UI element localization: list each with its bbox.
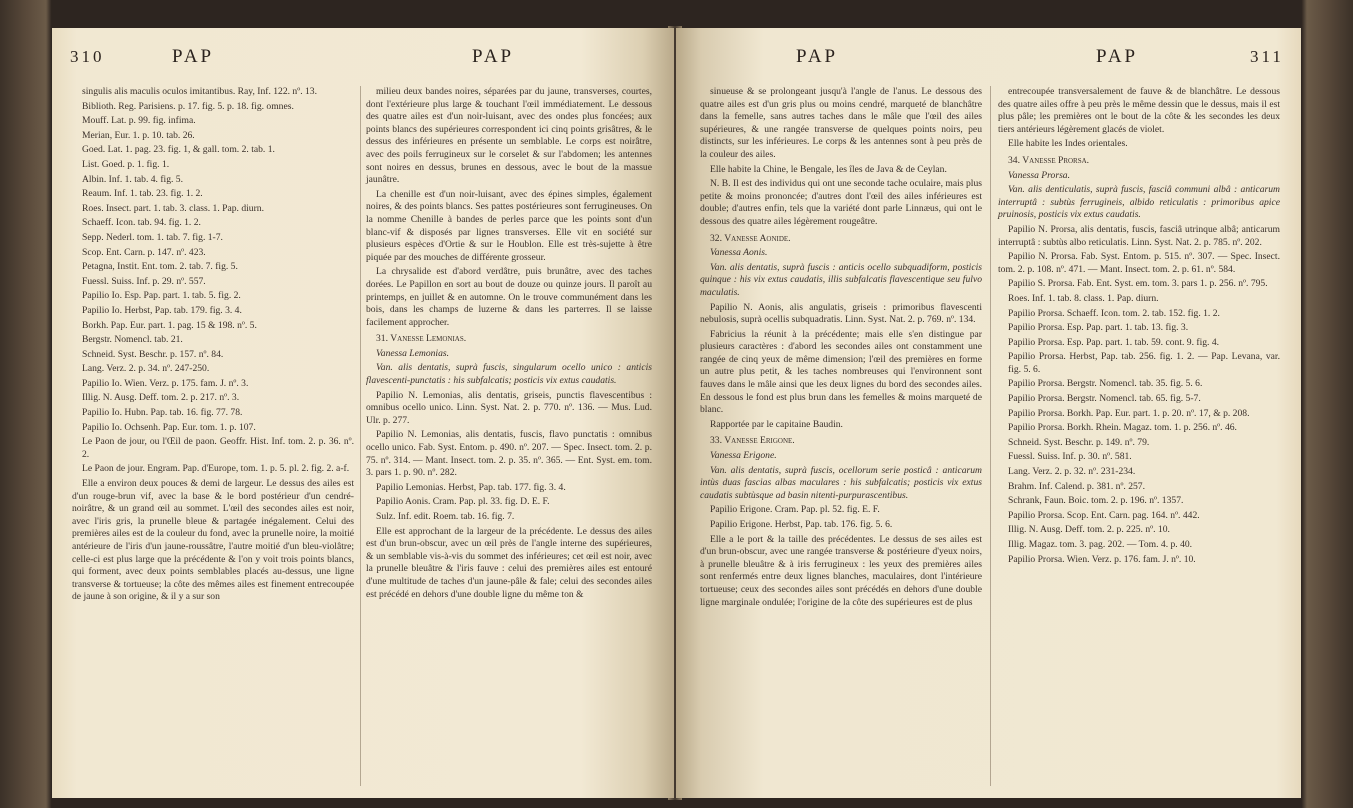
text-paragraph: Papilio Prorsa. Bergstr. Nomencl. tab. 35. fig. 5. 6. — [1008, 378, 1203, 390]
text-paragraph: Reaum. Inf. 1. tab. 23. fig. 1. 2. — [82, 188, 203, 200]
right-running-head-1: PAP — [796, 46, 839, 67]
text-paragraph: Elle habite la Chine, le Bengale, les îles de Java & de Ceylan. — [710, 163, 947, 175]
text-paragraph: Elle a environ deux pouces & demi de largeur. Le dessus des ailes est d'un rouge-brun vif, avec la base & le bord postérieur d'un cendré-noirâtre, & un grand œil au sommet. L'œil des secondes ailes est noir, avec l'iris gris, la prunelle bleue & partagée inégalement. Celui des premières ailes est de la couleur du fond, avec la prunelle noire, la moitié antérieure de l'iris d'un jaune-roussâtre, l'autre moitié d'un bleu-violâtre; celle-ci est plus large que la précédente & l'on y voit trois points blancs, qui forment, avec deux points semblables placés au-dessus, une ligne transverse & tortueuse; la côte des mêmes ailes est finement entrecoupée de jaune à son origine, & il y a sur son — [72, 478, 354, 603]
right-column-1 — [700, 86, 982, 611]
text-paragraph: Roes. Insect. part. 1. tab. 3. class. 1. Pap. diurn. — [82, 202, 264, 214]
text-paragraph: Sepp. Nederl. tom. 1. tab. 7. fig. 1-7. — [82, 231, 223, 243]
text-paragraph: Schaeff. Icon. tab. 94. fig. 1. 2. — [82, 217, 201, 229]
right-page — [676, 28, 1301, 798]
text-paragraph: Elle est approchant de la largeur de la précédente. Le dessus des ailes est d'un brun-obscur, avec un œil près de l'angle interne des supérieures, & un semblable vis-à-vis du sommet des inférieures; cet œil est noir, avec la prunelle bleuâtre & l'iris fauve : celui des premières ailes est entouré d'une multitude de taches d'un jaune-pâle & fale; celui des secondes ailes est précédé en dehors d'une double ligne du même ton & — [366, 525, 652, 600]
text-paragraph: 34. Vanesse Prorsa. — [1008, 154, 1090, 166]
text-paragraph: Borkh. Pap. Eur. part. 1. pag. 15 & 198. nº. 5. — [82, 319, 257, 331]
text-paragraph: Schneid. Syst. Beschr. p. 157. nº. 84. — [82, 348, 224, 360]
left-column-1 — [72, 86, 354, 606]
right-running-head-2: PAP — [1096, 46, 1139, 67]
text-paragraph: List. Goed. p. 1. fig. 1. — [82, 158, 170, 170]
text-paragraph: Sulz. Inf. edit. Roem. tab. 16. fig. 7. — [376, 511, 515, 522]
text-paragraph: Van. alis denticulatis, suprà fuscis, fasciâ communi albâ : anticarum interruptâ : subtùs ferrugineis, albido reticulatis : primoribus apice pruinosis, posticis vix extus caudatis. — [998, 184, 1280, 221]
text-paragraph: Elle a le port & la taille des précédentes. Le dessus de ses ailes est d'un brun-obscur, avec une rangée transverse & postérieure d'yeux noirs, à prunelle bleuâtre & à iris ferrugineux : les yeux des premières ailes sont renfermés entre deux lignes blanches, maculaires, dont l'intérieure tortueuse; ceux des secondes ailes sont précédés en dehors d'une double ligne marginale ondulée; l'origine de la côte des supérieures est de plus — [700, 533, 982, 608]
left-page-number: 310 — [70, 47, 105, 66]
text-paragraph: Papilio N. Lemonias, alis dentatis, fuscis, flavo punctatis : omnibus ocello unico. Fab. Syst. Entom. p. 490. nº. 207. — Spec. Insect. tom. 2. p. 75. nº. 314. — Mant. Insect. tom. 2. p. 35. nº. 365. — Ent. Syst. em. tom. 3. pars 1. p. 90. nº. 282. — [366, 429, 652, 479]
text-paragraph: 31. Vanesse Lemonias. — [376, 333, 467, 345]
text-paragraph: 32. Vanesse Aonide. — [710, 232, 791, 244]
text-paragraph: Rapportée par le capitaine Baudin. — [710, 418, 843, 430]
text-paragraph: Petagna, Instit. Ent. tom. 2. tab. 7. fig. 5. — [82, 261, 238, 273]
text-paragraph: Merian, Eur. 1. p. 10. tab. 26. — [82, 129, 195, 141]
text-paragraph: Lang. Verz. 2. p. 34. nº. 247-250. — [82, 363, 210, 375]
text-paragraph: Papilio Prorsa. Borkh. Rhein. Magaz. tom. 1. p. 256. nº. 46. — [1008, 422, 1237, 434]
text-paragraph: Vanessa Prorsa. — [1008, 169, 1071, 181]
text-paragraph: Le Paon de jour. Engram. Pap. d'Europe, tom. 1. p. 5. pl. 2. fig. 2. a-f. — [82, 463, 350, 475]
text-paragraph: Illig. N. Ausg. Deff. tom. 2. p. 225. nº. 10. — [1008, 524, 1170, 536]
text-paragraph: sinueuse & se prolongeant jusqu'à l'angle de l'anus. Le dessous des quatre ailes est d'un gris plus ou moins cendré, marqueté de blanchâtre dans la femelle, sans autres taches dans le mâle que l'œil des ailes supérieures, & une rangée transverse de quelques points noirs, peu distincts, sur les inférieures. Le corps & les antennes sont à peu près de la couleur des ailes. — [700, 86, 982, 160]
text-paragraph: Bergstr. Nomencl. tab. 21. — [82, 334, 183, 346]
text-paragraph: La chrysalide est d'abord verdâtre, puis brunâtre, avec des taches dorées. Le Papillon en sort au bout de douze ou quinze jours. Il paroît au printemps, en juillet & en automne. On le trouve communément dans les bois, dans les champs de luzerne & dans les parterres. Il se laisse facilement approcher. — [366, 266, 652, 328]
text-paragraph: milieu deux bandes noires, séparées par du jaune, transverses, courtes, dont l'extérieure plus large & touchant l'œil immédiatement. Le dessous des quatre ailes est d'un noir-luisant, avec des ondes plus foncées; aux points blancs des supérieures correspondent ici cinq points grisâtres, & le dessus des inférieures en présente un semblable. Le corps est noirâtre, avec des poils ferrugineux sur le corselet & sur l'abdomen; les antennes sont noires en dessus, brunes en dessous, avec le bout de la massue jaunâtre. — [366, 86, 652, 186]
text-paragraph: Schneid. Syst. Beschr. p. 149. nº. 79. — [1008, 436, 1150, 448]
text-paragraph: Papilio Prorsa. Esp. Pap. part. 1. tab. 59. cont. 9. fig. 4. — [1008, 336, 1220, 348]
text-paragraph: Papilio Prorsa. Bergstr. Nomencl. tab. 65. fig. 5-7. — [1008, 393, 1201, 405]
text-paragraph: Papilio Prorsa. Scop. Ent. Carn. pag. 164. nº. 442. — [1008, 509, 1200, 521]
text-paragraph: Papilio Lemonias. Herbst, Pap. tab. 177. fig. 3. 4. — [376, 481, 566, 493]
text-paragraph: Papilio Prorsa. Borkh. Pap. Eur. part. 1. p. 20. nº. 17, & p. 208. — [1008, 407, 1250, 419]
text-paragraph: Goed. Lat. 1. pag. 23. fig. 1, & gall. tom. 2. tab. 1. — [82, 144, 275, 156]
text-paragraph: Brahm. Inf. Calend. p. 381. nº. 257. — [1008, 480, 1146, 492]
text-paragraph: Vanessa Lemonias. — [376, 347, 450, 359]
text-paragraph: 33. Vanesse Erigone. — [710, 435, 795, 447]
text-paragraph: Papilio Erigone. Herbst, Pap. tab. 176. fig. 5. 6. — [710, 519, 893, 530]
text-paragraph: Van. alis dentatis, suprà fuscis : anticis ocello subquadiform, posticis quinque : his vix extus caudatis, illis subfalcatis flavescentique seu fulvo maculatis. — [700, 261, 982, 298]
text-paragraph: Papilio Io. Herbst, Pap. tab. 179. fig. 3. 4. — [82, 304, 242, 316]
text-paragraph: Fabricius la réunit à la précédente; mais elle s'en distingue par plusieurs caractères : d'abord les secondes ailes ont constamment une rangée de cinq yeux de même dimension; l'œil des premières en forme un autre plus petit, & les taches nombreuses qui l'environnent sont fauves dans le mâle ainsi que les deux lignes du bord des secondes ailes. En dessous le fond est plus brun dans les femelles & moins marqueté de blanc. — [700, 328, 982, 416]
text-paragraph: Biblioth. Reg. Parisiens. p. 17. fig. 5. p. 18. fig. omnes. — [82, 100, 294, 112]
text-paragraph: N. B. Il est des individus qui ont une seconde tache oculaire, mais plus petite & moins prononcée; d'autres dont l'œil des ailes inférieures est double; d'autres enfin, tels que la variété dont parle Linnæus, qui ont le dessous des quatre ailes légèrement rougeâtre. — [700, 178, 982, 227]
text-paragraph: Papilio S. Prorsa. Fab. Ent. Syst. em. tom. 3. pars 1. p. 256. nº. 795. — [1008, 278, 1268, 290]
column-divider — [990, 86, 991, 786]
text-paragraph: Papilio Erigone. Cram. Pap. pl. 52. fig. E. F. — [710, 504, 880, 516]
text-paragraph: Papilio Aonis. Cram. Pap. pl. 33. fig. D. E. F. — [376, 496, 550, 508]
text-paragraph: Fuessl. Suiss. Inf. p. 30. nº. 581. — [1008, 451, 1132, 463]
text-paragraph: Papilio Io. Wien. Verz. p. 175. fam. J. nº. 3. — [82, 377, 249, 389]
text-paragraph: Le Paon de jour, ou l'Œil de paon. Geoffr. Hist. Inf. tom. 2. p. 36. nº. 2. — [82, 436, 354, 460]
text-paragraph: Elle habite les Indes orientales. — [1008, 138, 1128, 150]
text-paragraph: Papilio Prorsa. Wien. Verz. p. 176. fam. J. nº. 10. — [1008, 553, 1196, 565]
text-paragraph: Illig. N. Ausg. Deff. tom. 2. p. 217. nº. 3. — [82, 392, 240, 404]
right-column-2 — [998, 86, 1280, 568]
left-running-head-1: PAP — [172, 46, 215, 67]
text-paragraph: Vanessa Erigone. — [710, 450, 777, 462]
text-paragraph: Albin. Inf. 1. tab. 4. fig. 5. — [82, 173, 183, 185]
text-paragraph: Papilio Prorsa. Esp. Pap. part. 1. tab. 13. fig. 3. — [1008, 322, 1189, 334]
text-paragraph: Mouff. Lat. p. 99. fig. infima. — [82, 115, 196, 127]
right-page-number: 311 — [1250, 47, 1284, 66]
text-paragraph: Papilio Io. Hubn. Pap. tab. 16. fig. 77. 78. — [82, 407, 243, 419]
text-paragraph: Papilio Io. Ochsenh. Pap. Eur. tom. 1. p. 107. — [82, 421, 256, 433]
text-paragraph: Lang. Verz. 2. p. 32. nº. 231-234. — [1008, 466, 1136, 478]
text-paragraph: Illig. Magaz. tom. 3. pag. 202. — Tom. 4. p. 40. — [1008, 539, 1193, 550]
left-running-head-2: PAP — [472, 46, 515, 67]
text-paragraph: Papilio N. Prorsa, alis dentatis, fuscis, fasciâ utrinque albâ; anticarum interruptâ : subtùs albo reticulatis. Linn. Syst. Nat. 2. p. 785. nº. 202. — [998, 223, 1280, 248]
text-paragraph: Fuessl. Suiss. Inf. p. 29. nº. 557. — [82, 275, 206, 287]
text-paragraph: Roes. Inf. 1. tab. 8. class. 1. Pap. diurn. — [1008, 292, 1159, 304]
left-column-2 — [366, 86, 652, 603]
text-paragraph: Schrank, Faun. Boic. tom. 2. p. 196. nº. 1357. — [1008, 495, 1184, 507]
text-paragraph: entrecoupée transversalement de fauve & de blanchâtre. Le dessous des quatre ailes offre à peu près le même dessin que le dessus, mais il est plus pâle; les premières ont le bout de la côte & les secondes les deux tiers antérieurs légèrement glacés de violet. — [998, 86, 1280, 135]
text-paragraph: Papilio N. Lemonias, alis dentatis, griseis, punctis flavescentibus : omnibus ocello unico. Linn. Syst. Nat. 2. p. 770. nº. 136. — Mus. Lud. Ulr. p. 277. — [366, 389, 652, 426]
text-paragraph: La chenille est d'un noir-luisant, avec des épines simples, également noires, & des points blancs. Ses pattes postérieures sont ferrugineuses. On la nomme Chenille à bandes de perles parce que les points sont d'un blanc-vif & disposés par lignes transverses. Elle vit en société sur plusieurs espèces d'Ortie & sur le Houblon. Elle est très-sujette à être piquée par des mouches de différente grosseur. — [366, 188, 652, 263]
text-paragraph: Scop. Ent. Carn. p. 147. nº. 423. — [82, 246, 206, 258]
text-paragraph: Vanessa Aonis. — [710, 247, 768, 259]
text-paragraph: Papilio Prorsa. Herbst, Pap. tab. 256. fig. 1. 2. — Pap. Levana, var. fig. 5. 6. — [1008, 351, 1280, 375]
column-divider — [360, 86, 361, 786]
text-paragraph: Papilio N. Prorsa. Fab. Syst. Entom. p. 515. nº. 307. — Spec. Insect. tom. 2. p. 108. nº. 471. — Mant. Insect. tom. 2. p. 61. nº. 584. — [998, 251, 1280, 275]
text-paragraph: Papilio Io. Esp. Pap. part. 1. tab. 5. fig. 2. — [82, 290, 241, 302]
text-paragraph: Papilio Prorsa. Schaeff. Icon. tom. 2. tab. 152. fig. 1. 2. — [1008, 307, 1220, 319]
text-paragraph: Van. alis dentatis, suprà fuscis, singularum ocello unico : anticis flavescenti-punctatis : his subfalcatis; posticis vix extus caudatis. — [366, 362, 652, 387]
text-paragraph: Papilio N. Aonis, alis angulatis, griseis : primoribus flavescenti nebulosis, suprà ocellis subquadratis. Linn. Syst. Nat. 2. p. 769. nº. 134. — [700, 301, 982, 326]
text-paragraph: Van. alis dentatis, suprà fuscis, ocellorum serie posticâ : anticarum intùs duas fascias albas maculares : his subfalcatis; posticis vix extus caudatis subtùsque ad basin nitenti-purpurascentibus. — [700, 464, 982, 501]
left-page — [52, 28, 674, 798]
text-paragraph: singulis alis maculis oculos imitantibus. Ray, Inf. 122. nº. 13. — [82, 86, 317, 97]
